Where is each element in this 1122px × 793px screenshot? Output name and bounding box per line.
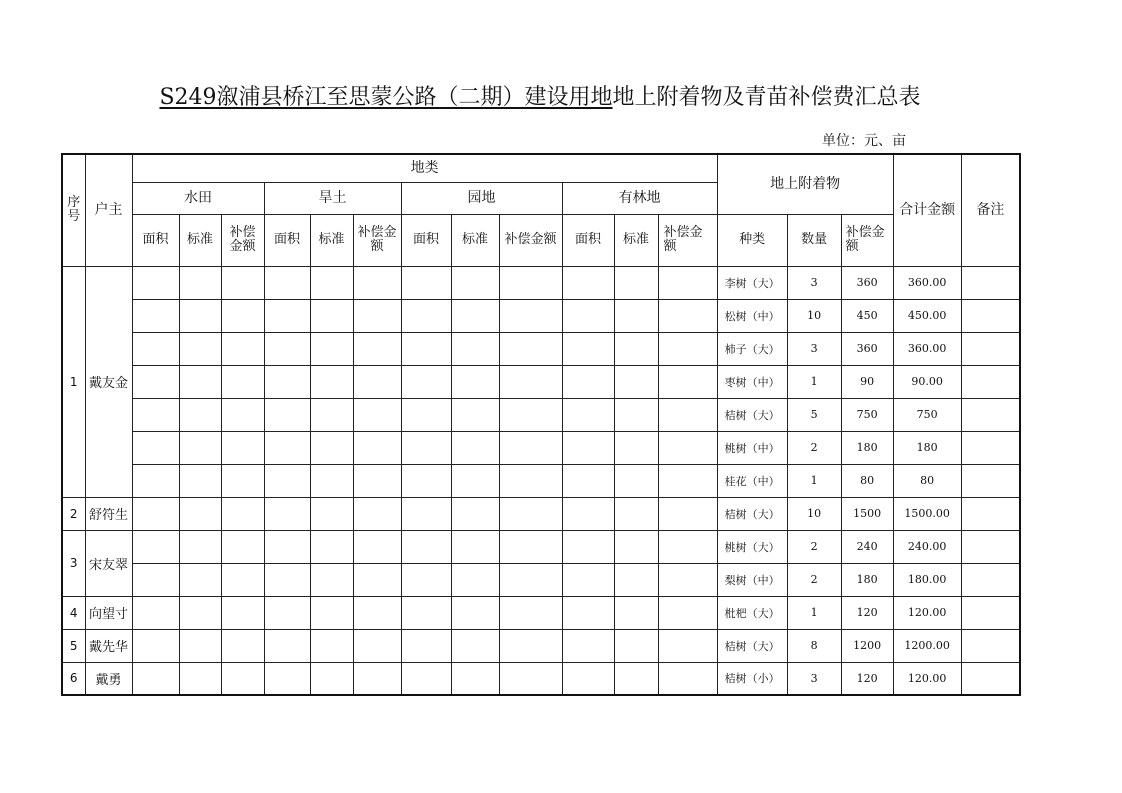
attachment-quantity-cell: 10 (787, 497, 841, 530)
land-empty-cell (401, 464, 451, 497)
land-empty-cell (562, 629, 614, 662)
land-empty-cell (614, 662, 658, 695)
land-empty-cell (562, 464, 614, 497)
land-empty-cell (310, 530, 353, 563)
total-amount-cell: 90.00 (893, 365, 961, 398)
total-amount-cell: 360.00 (893, 332, 961, 365)
land-empty-cell (401, 629, 451, 662)
attachment-amount-cell: 360 (841, 266, 893, 299)
attachment-amount-cell: 120 (841, 596, 893, 629)
land-empty-cell (401, 497, 451, 530)
attachment-kind-cell: 松树（中） (717, 299, 787, 332)
header-total: 合计金额 (893, 154, 961, 266)
total-amount-cell: 1500.00 (893, 497, 961, 530)
header-area: 面积 (562, 214, 614, 266)
land-empty-cell (451, 530, 499, 563)
header-area: 面积 (264, 214, 310, 266)
title-underlined-part: S249溆浦县桥江至思蒙公路（二期）建设用地 (159, 85, 613, 110)
land-empty-cell (499, 299, 562, 332)
attachment-kind-cell: 桃树（大） (717, 530, 787, 563)
header-compensation: 补偿金额 (841, 214, 893, 266)
land-empty-cell (614, 398, 658, 431)
total-amount-cell: 120.00 (893, 662, 961, 695)
total-amount-cell: 750 (893, 398, 961, 431)
land-empty-cell (132, 398, 179, 431)
land-empty-cell (401, 662, 451, 695)
land-empty-cell (221, 629, 264, 662)
seq-cell: 1 (62, 266, 85, 497)
land-empty-cell (310, 629, 353, 662)
table-row (62, 332, 1020, 365)
seq-cell: 4 (62, 596, 85, 629)
attachment-kind-cell: 桔树（小） (717, 662, 787, 695)
owner-cell: 戴先华 (85, 629, 132, 662)
total-amount-cell: 240.00 (893, 530, 961, 563)
land-empty-cell (310, 332, 353, 365)
land-empty-cell (401, 266, 451, 299)
remarks-cell (961, 332, 1020, 365)
land-empty-cell (353, 332, 401, 365)
total-amount-cell: 360.00 (893, 266, 961, 299)
land-empty-cell (310, 398, 353, 431)
land-empty-cell (221, 662, 264, 695)
table-row (62, 464, 1020, 497)
table-row (62, 629, 1020, 662)
attachment-quantity-cell: 2 (787, 563, 841, 596)
owner-cell: 戴友金 (85, 266, 132, 497)
land-empty-cell (132, 431, 179, 464)
land-empty-cell (658, 596, 717, 629)
land-empty-cell (353, 464, 401, 497)
attachment-kind-cell: 桔树（大） (717, 629, 787, 662)
land-empty-cell (562, 497, 614, 530)
land-empty-cell (499, 365, 562, 398)
seq-cell: 2 (62, 497, 85, 530)
header-area: 面积 (401, 214, 451, 266)
land-empty-cell (658, 629, 717, 662)
land-empty-cell (179, 629, 221, 662)
land-empty-cell (264, 398, 310, 431)
land-empty-cell (658, 299, 717, 332)
document-title (0, 80, 1080, 111)
attachment-quantity-cell: 2 (787, 431, 841, 464)
land-empty-cell (562, 596, 614, 629)
header-owner: 户主 (85, 154, 132, 266)
land-empty-cell (179, 365, 221, 398)
land-empty-cell (353, 431, 401, 464)
land-empty-cell (658, 365, 717, 398)
land-empty-cell (132, 563, 179, 596)
land-empty-cell (614, 266, 658, 299)
land-empty-cell (221, 530, 264, 563)
attachment-kind-cell: 桂花（中） (717, 464, 787, 497)
table-row (62, 662, 1020, 695)
land-empty-cell (221, 332, 264, 365)
land-empty-cell (658, 563, 717, 596)
land-empty-cell (353, 629, 401, 662)
compensation-summary-table (61, 153, 1021, 696)
attachment-quantity-cell: 3 (787, 332, 841, 365)
table-row (62, 563, 1020, 596)
header-seq: 序号 (62, 154, 85, 266)
land-empty-cell (264, 563, 310, 596)
attachment-quantity-cell: 1 (787, 596, 841, 629)
land-empty-cell (614, 563, 658, 596)
attachment-kind-cell: 桔树（大） (717, 398, 787, 431)
attachment-quantity-cell: 10 (787, 299, 841, 332)
header-kind: 种类 (717, 214, 787, 266)
land-empty-cell (310, 266, 353, 299)
land-empty-cell (132, 332, 179, 365)
land-empty-cell (264, 596, 310, 629)
remarks-cell (961, 398, 1020, 431)
land-empty-cell (499, 629, 562, 662)
land-empty-cell (221, 497, 264, 530)
land-empty-cell (353, 299, 401, 332)
attachment-quantity-cell: 2 (787, 530, 841, 563)
total-amount-cell: 1200.00 (893, 629, 961, 662)
attachment-amount-cell: 750 (841, 398, 893, 431)
attachment-quantity-cell: 3 (787, 662, 841, 695)
attachment-kind-cell: 枇杷（大） (717, 596, 787, 629)
land-empty-cell (132, 266, 179, 299)
land-empty-cell (401, 398, 451, 431)
remarks-cell (961, 596, 1020, 629)
land-empty-cell (221, 563, 264, 596)
land-empty-cell (499, 398, 562, 431)
land-empty-cell (353, 662, 401, 695)
remarks-cell (961, 365, 1020, 398)
attachment-kind-cell: 梨树（中） (717, 563, 787, 596)
land-empty-cell (132, 629, 179, 662)
land-empty-cell (264, 464, 310, 497)
land-empty-cell (310, 431, 353, 464)
land-empty-cell (353, 530, 401, 563)
land-empty-cell (451, 431, 499, 464)
land-empty-cell (179, 497, 221, 530)
land-empty-cell (451, 662, 499, 695)
land-empty-cell (562, 662, 614, 695)
land-empty-cell (499, 464, 562, 497)
land-empty-cell (658, 266, 717, 299)
attachment-amount-cell: 180 (841, 431, 893, 464)
attachment-amount-cell: 80 (841, 464, 893, 497)
land-empty-cell (264, 299, 310, 332)
header-garden: 园地 (401, 182, 562, 214)
land-empty-cell (221, 596, 264, 629)
seq-cell: 6 (62, 662, 85, 695)
header-paddy: 水田 (132, 182, 264, 214)
header-compensation: 补偿金额 (353, 214, 401, 266)
land-empty-cell (132, 365, 179, 398)
table-row (62, 596, 1020, 629)
attachment-quantity-cell: 3 (787, 266, 841, 299)
header-remarks: 备注 (961, 154, 1020, 266)
land-empty-cell (264, 266, 310, 299)
land-empty-cell (179, 530, 221, 563)
attachment-amount-cell: 1500 (841, 497, 893, 530)
land-empty-cell (451, 596, 499, 629)
land-empty-cell (264, 365, 310, 398)
header-attachments: 地上附着物 (717, 154, 893, 214)
header-quantity: 数量 (787, 214, 841, 266)
land-empty-cell (562, 299, 614, 332)
total-amount-cell: 450.00 (893, 299, 961, 332)
land-empty-cell (132, 299, 179, 332)
land-empty-cell (401, 563, 451, 596)
attachment-amount-cell: 120 (841, 662, 893, 695)
land-empty-cell (264, 431, 310, 464)
land-empty-cell (310, 299, 353, 332)
seq-cell: 5 (62, 629, 85, 662)
land-empty-cell (310, 596, 353, 629)
land-empty-cell (658, 530, 717, 563)
attachment-amount-cell: 90 (841, 365, 893, 398)
table-row (62, 299, 1020, 332)
land-empty-cell (310, 365, 353, 398)
land-empty-cell (179, 662, 221, 695)
attachment-kind-cell: 桃树（中） (717, 431, 787, 464)
table-row (62, 431, 1020, 464)
attachment-amount-cell: 1200 (841, 629, 893, 662)
attachment-amount-cell: 450 (841, 299, 893, 332)
attachment-kind-cell: 枣树（中） (717, 365, 787, 398)
land-empty-cell (310, 464, 353, 497)
land-empty-cell (451, 464, 499, 497)
land-empty-cell (179, 332, 221, 365)
land-empty-cell (264, 662, 310, 695)
land-empty-cell (179, 596, 221, 629)
table-row (62, 266, 1020, 299)
land-empty-cell (499, 662, 562, 695)
land-empty-cell (179, 398, 221, 431)
attachment-quantity-cell: 8 (787, 629, 841, 662)
land-empty-cell (264, 497, 310, 530)
land-empty-cell (451, 332, 499, 365)
land-empty-cell (221, 299, 264, 332)
attachment-kind-cell: 柿子（大） (717, 332, 787, 365)
land-empty-cell (562, 266, 614, 299)
remarks-cell (961, 563, 1020, 596)
land-empty-cell (132, 530, 179, 563)
land-empty-cell (499, 266, 562, 299)
land-empty-cell (658, 662, 717, 695)
attachment-amount-cell: 360 (841, 332, 893, 365)
land-empty-cell (179, 563, 221, 596)
attachment-quantity-cell: 5 (787, 398, 841, 431)
total-amount-cell: 120.00 (893, 596, 961, 629)
land-empty-cell (562, 332, 614, 365)
owner-cell: 舒符生 (85, 497, 132, 530)
land-empty-cell (221, 266, 264, 299)
land-empty-cell (451, 629, 499, 662)
table-row (62, 398, 1020, 431)
land-empty-cell (353, 497, 401, 530)
land-empty-cell (221, 464, 264, 497)
land-empty-cell (658, 431, 717, 464)
land-empty-cell (614, 530, 658, 563)
land-empty-cell (658, 464, 717, 497)
land-empty-cell (614, 332, 658, 365)
land-empty-cell (562, 563, 614, 596)
land-empty-cell (499, 332, 562, 365)
land-empty-cell (401, 530, 451, 563)
attachment-amount-cell: 180 (841, 563, 893, 596)
land-empty-cell (264, 332, 310, 365)
header-compensation: 补偿金额 (499, 214, 562, 266)
land-empty-cell (264, 530, 310, 563)
total-amount-cell: 180.00 (893, 563, 961, 596)
land-empty-cell (562, 398, 614, 431)
land-empty-cell (562, 431, 614, 464)
land-empty-cell (499, 596, 562, 629)
header-compensation: 补偿金额 (221, 214, 264, 266)
land-empty-cell (353, 266, 401, 299)
land-empty-cell (658, 398, 717, 431)
header-standard: 标准 (451, 214, 499, 266)
attachment-quantity-cell: 1 (787, 464, 841, 497)
land-empty-cell (353, 398, 401, 431)
land-empty-cell (658, 332, 717, 365)
remarks-cell (961, 530, 1020, 563)
land-empty-cell (221, 431, 264, 464)
land-empty-cell (614, 464, 658, 497)
land-empty-cell (451, 563, 499, 596)
seq-cell: 3 (62, 530, 85, 596)
remarks-cell (961, 299, 1020, 332)
owner-cell: 宋友翠 (85, 530, 132, 596)
header-standard: 标准 (614, 214, 658, 266)
land-empty-cell (451, 365, 499, 398)
header-standard: 标准 (310, 214, 353, 266)
land-empty-cell (614, 299, 658, 332)
land-empty-cell (614, 596, 658, 629)
land-empty-cell (451, 266, 499, 299)
land-empty-cell (353, 365, 401, 398)
header-area: 面积 (132, 214, 179, 266)
land-empty-cell (401, 332, 451, 365)
land-empty-cell (614, 431, 658, 464)
owner-cell: 向望寸 (85, 596, 132, 629)
land-empty-cell (132, 662, 179, 695)
land-empty-cell (401, 299, 451, 332)
land-empty-cell (132, 497, 179, 530)
table-row (62, 530, 1020, 563)
land-empty-cell (614, 497, 658, 530)
land-empty-cell (310, 497, 353, 530)
land-empty-cell (221, 365, 264, 398)
land-empty-cell (658, 497, 717, 530)
attachment-kind-cell: 桔树（大） (717, 497, 787, 530)
header-compensation: 补偿金额 (658, 214, 717, 266)
land-empty-cell (179, 266, 221, 299)
remarks-cell (961, 464, 1020, 497)
land-empty-cell (132, 596, 179, 629)
land-empty-cell (562, 530, 614, 563)
land-empty-cell (401, 365, 451, 398)
land-empty-cell (221, 398, 264, 431)
land-empty-cell (499, 530, 562, 563)
header-forest: 有林地 (562, 182, 717, 214)
land-empty-cell (401, 431, 451, 464)
attachment-amount-cell: 240 (841, 530, 893, 563)
remarks-cell (961, 431, 1020, 464)
attachment-quantity-cell: 1 (787, 365, 841, 398)
land-empty-cell (179, 299, 221, 332)
remarks-cell (961, 497, 1020, 530)
land-empty-cell (310, 662, 353, 695)
unit-note: 单位：元、亩 (822, 133, 906, 149)
header-dryland: 旱土 (264, 182, 401, 214)
remarks-cell (961, 629, 1020, 662)
header-land-type: 地类 (132, 154, 717, 182)
total-amount-cell: 180 (893, 431, 961, 464)
title-rest-part: 地上附着物及青苗补偿费汇总表 (612, 85, 921, 110)
land-empty-cell (499, 431, 562, 464)
attachment-kind-cell: 李树（大） (717, 266, 787, 299)
land-empty-cell (264, 629, 310, 662)
land-empty-cell (451, 497, 499, 530)
total-amount-cell: 80 (893, 464, 961, 497)
table-body (62, 266, 1020, 695)
header-standard: 标准 (179, 214, 221, 266)
owner-cell: 戴勇 (85, 662, 132, 695)
land-empty-cell (353, 563, 401, 596)
remarks-cell (961, 266, 1020, 299)
land-empty-cell (451, 299, 499, 332)
land-empty-cell (310, 563, 353, 596)
table-row (62, 365, 1020, 398)
land-empty-cell (353, 596, 401, 629)
land-empty-cell (451, 398, 499, 431)
land-empty-cell (614, 365, 658, 398)
land-empty-cell (499, 563, 562, 596)
land-empty-cell (179, 431, 221, 464)
land-empty-cell (614, 629, 658, 662)
land-empty-cell (499, 497, 562, 530)
land-empty-cell (179, 464, 221, 497)
land-empty-cell (401, 596, 451, 629)
land-empty-cell (562, 365, 614, 398)
remarks-cell (961, 662, 1020, 695)
table-row (62, 497, 1020, 530)
land-empty-cell (132, 464, 179, 497)
